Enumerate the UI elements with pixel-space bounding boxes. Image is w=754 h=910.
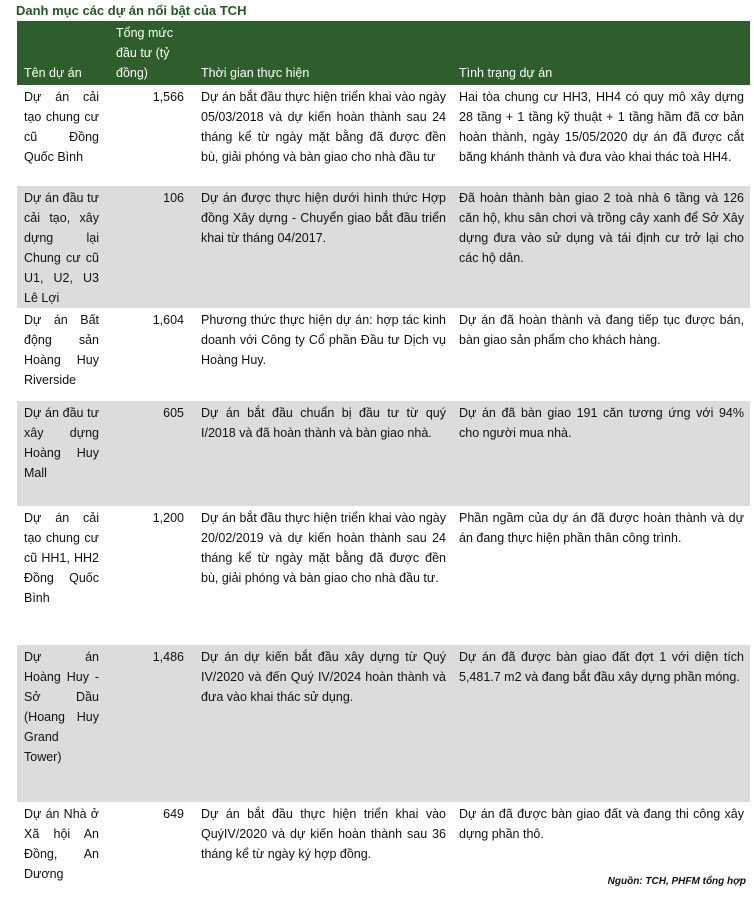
project-status: Phần ngầm của dự án đã được hoàn thành và dự án đang thực hiện phần thân công trình.	[459, 511, 744, 545]
project-status: Đã hoàn thành bàn giao 2 toà nhà 6 tầng và 126 căn hộ, khu sân chơi và trồng cây xanh để Sở Xây dựng đưa vào sử dụng và tái định cư trở lại cho các hộ dân.	[459, 191, 744, 265]
project-investment: 106	[163, 191, 184, 205]
project-timeline: Dự án bắt đầu thực hiện triển khai vào ngày 20/02/2019 và dự kiến hoàn thành sau 24 tháng kể từ ngày mặt bằng đã được đền bù, giải phóng và bàn giao cho nhà đầu tư.	[201, 511, 446, 585]
project-timeline: Phương thức thực hiện dự án: hợp tác kinh doanh với Công ty Cổ phần Đầu tư Dịch vụ Hoàng Huy.	[201, 313, 446, 367]
project-name: Dự án Bất động sản Hoàng Huy Riverside	[24, 313, 99, 387]
project-status: Hai tòa chung cư HH3, HH4 có quy mô xây dựng 28 tầng + 1 tầng kỹ thuật + 1 tầng hầm đã cơ bản hoàn thành, ngày 15/05/2020 dự án đã được cắt băng khánh thành và đưa vào khai thác toà HH4.	[459, 90, 744, 164]
project-timeline: Dự án bắt đầu thực hiện triển khai vào ngày 05/03/2018 và dự kiến hoàn thành sau 24 tháng kể từ ngày mặt bằng đã được đền bù, giải phóng và bàn giao cho nhà đầu tư	[201, 90, 446, 164]
table-row	[17, 308, 750, 401]
project-investment: 605	[163, 406, 184, 420]
project-timeline: Dự án bắt đầu thực hiện triển khai vào QuýIV/2020 và dự kiến hoàn thành sau 36 tháng kể từ ngày ký hợp đồng.	[201, 807, 446, 861]
project-timeline: Dự án được thực hiện dưới hình thức Hợp đồng Xây dựng - Chuyển giao bắt đầu triển khai từ tháng 04/2017.	[201, 191, 446, 245]
table-header	[17, 21, 750, 85]
project-status: Dự án đã được bàn giao đất và đang thi công xây dựng phần thô.	[459, 807, 744, 841]
project-investment: 1,604	[152, 313, 184, 327]
project-name: Dự án đầu tư xây dựng Hoàng Huy Mall	[24, 406, 99, 480]
project-status: Dự án đã bàn giao 191 căn tương ứng với 94% cho người mua nhà.	[459, 406, 744, 440]
table-row	[17, 802, 750, 884]
table-row	[17, 401, 750, 506]
header-investment: Tổng mức đầu tư (tỷ đồng)	[116, 26, 173, 80]
project-investment: 649	[163, 807, 184, 821]
project-name: Dự án đầu tư cải tạo, xây dựng lại Chung cư cũ U1, U2, U3 Lê Lợi	[24, 191, 99, 305]
header-timeline: Thời gian thực hiện	[201, 66, 310, 80]
project-investment: 1,200	[152, 511, 184, 525]
project-status: Dự án đã được bàn giao đất đợt 1 với diện tích 5,481.7 m2 và đang bắt đầu xây dựng phần móng.	[459, 650, 744, 684]
project-name: Dự án Hoàng Huy - Sở Dầu (Hoang Huy Grand Tower)	[24, 650, 99, 764]
project-investment: 1,566	[152, 90, 184, 104]
project-name: Dự án Nhà ở Xã hội An Đồng, An Dương	[24, 807, 99, 881]
project-investment: 1,486	[152, 650, 184, 664]
table-row	[17, 186, 750, 308]
table-row	[17, 645, 750, 802]
project-timeline: Dự án bắt đầu chuẩn bị đầu tư từ quý I/2018 và đã hoàn thành và bàn giao nhà.	[201, 406, 446, 440]
source-note: Nguồn: TCH, PHFM tổng hợp	[607, 876, 746, 887]
header-project-name: Tên dự án	[24, 66, 82, 80]
projects-table	[17, 21, 750, 884]
header-status: Tình trạng dự án	[459, 66, 553, 80]
project-name: Dự án cải tạo chung cư cũ HH1, HH2 Đồng Quốc Bình	[24, 511, 99, 605]
table-title: Danh mục các dự án nổi bật của TCH	[16, 3, 247, 18]
table-row	[17, 506, 750, 645]
project-timeline: Dự án dự kiến bắt đầu xây dựng từ Quý IV/2020 và đến Quý IV/2024 hoàn thành và đưa vào khai thác sử dụng.	[201, 650, 446, 704]
table-row	[17, 85, 750, 186]
project-status: Dự án đã hoàn thành và đang tiếp tục được bán, bàn giao sản phẩm cho khách hàng.	[459, 313, 744, 347]
project-name: Dự án cải tạo chung cư cũ Đồng Quốc Bình	[24, 90, 99, 164]
